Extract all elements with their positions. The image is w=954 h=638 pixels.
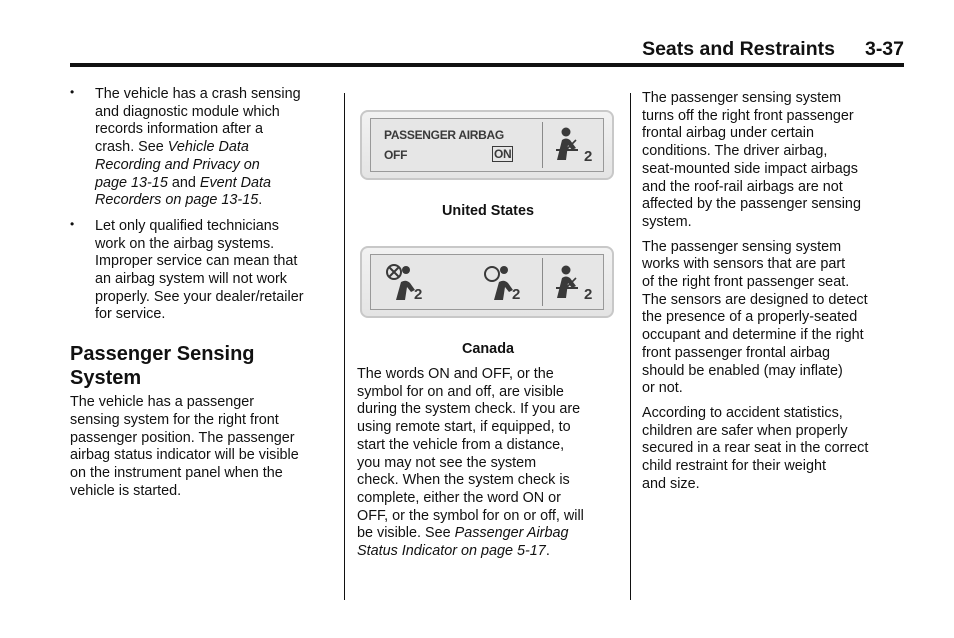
column-right	[642, 90, 904, 493]
text-line	[95, 192, 334, 210]
text-fragment: be visible. See	[357, 525, 455, 542]
text-line: and diagnostic module which	[95, 103, 280, 120]
text-fragment: and	[167, 174, 200, 191]
panel-label-on: ON	[494, 147, 512, 161]
text-line: vehicle is started.	[70, 482, 182, 499]
panel-sub-2: 2	[584, 148, 593, 165]
text-line	[357, 543, 619, 561]
paragraph-sensors	[642, 239, 904, 398]
text-line: for service.	[95, 306, 166, 323]
text-line: The vehicle has a passenger	[70, 394, 254, 411]
text-line: passenger position. The passenger	[70, 429, 295, 446]
text-line: an airbag system will not work	[95, 271, 287, 288]
paragraph-passenger-sensing	[70, 394, 334, 500]
header-text	[642, 38, 904, 61]
caption-canada: Canada	[462, 341, 514, 357]
text-line: Improper service can mean that	[95, 253, 298, 270]
text-fragment: crash. See	[95, 139, 168, 156]
text-line	[95, 157, 334, 175]
text-line: secured in a rear seat in the correct	[642, 440, 869, 457]
panel-divider	[542, 258, 543, 306]
bullet-dot: •	[70, 216, 75, 231]
text-line	[95, 175, 334, 193]
page-number: 3-37	[864, 38, 904, 60]
seat-belt-airbag-icon	[552, 264, 588, 300]
text-fragment: .	[545, 543, 550, 560]
section-heading	[70, 342, 334, 390]
text-line: seat-mounted side impact airbags	[642, 160, 858, 177]
text-line: properly. See your dealer/retailer	[95, 288, 304, 305]
text-line: you may not see the system	[357, 454, 537, 471]
cross-reference: Event Data	[199, 174, 272, 191]
text-line: should be enabled (may inflate)	[642, 362, 843, 379]
header-rule	[70, 63, 904, 67]
cross-reference: Passenger Airbag	[454, 525, 569, 542]
section-title: Seats and Restraints	[642, 38, 835, 60]
text-line: OFF, or the symbol for on or off, will	[357, 507, 584, 524]
text-line: records information after a	[95, 121, 263, 138]
paragraph-sensing-turns-off	[642, 90, 904, 232]
text-line: and the roof-rail airbags are not	[642, 178, 843, 195]
text-line: front passenger frontal airbag	[642, 344, 830, 361]
text-line: check. When the system check is	[357, 472, 570, 489]
text-line: complete, either the word ON or	[357, 489, 561, 506]
text-line: The passenger sensing system	[642, 238, 842, 255]
indicator-panel-us	[360, 110, 614, 180]
text-line: children are safer when properly	[642, 422, 848, 439]
text-line: sensing system for the right front	[70, 411, 279, 428]
heading-line: System	[70, 367, 142, 390]
panel-sub-2: 2	[512, 286, 521, 303]
text-line: start the vehicle from a distance,	[357, 436, 565, 453]
panel-label-passenger-airbag: PASSENGER AIRBAG	[384, 128, 504, 142]
text-line: The passenger sensing system	[642, 90, 842, 106]
panel-sub-2: 2	[584, 286, 593, 303]
text-line: Let only qualified technicians	[95, 217, 280, 234]
text-fragment: .	[258, 192, 263, 209]
text-line: during the system check. If you are	[357, 401, 581, 418]
text-line: the presence of a properly-seated	[642, 309, 858, 326]
text-line: According to accident statistics,	[642, 404, 843, 421]
page-header	[70, 38, 904, 62]
bullet-item-qualified-technicians	[70, 218, 334, 324]
caption-united-states: United States	[442, 203, 534, 219]
cross-reference: Status Indicator on page 5-17	[357, 543, 546, 560]
text-line: symbol for on and off, are visible	[357, 383, 564, 400]
paragraph-accident-statistics	[642, 405, 904, 494]
text-line: The words ON and OFF, or the	[357, 366, 554, 382]
text-line: turns off the right front passenger	[642, 107, 854, 124]
text-line: or not.	[642, 380, 683, 397]
text-line: on the instrument panel when the	[70, 464, 283, 481]
panel-divider	[542, 122, 543, 168]
text-line: The vehicle has a crash sensing	[95, 86, 301, 102]
text-line: using remote start, if equipped, to	[357, 419, 571, 436]
text-line	[95, 139, 334, 157]
seat-belt-airbag-icon	[552, 126, 588, 162]
text-line: conditions. The driver airbag,	[642, 143, 828, 160]
bullet-dot: •	[70, 85, 75, 99]
column-divider-2	[630, 93, 631, 600]
text-line: of the right front passenger seat.	[642, 274, 850, 291]
column-divider-1	[344, 93, 345, 600]
indicator-panel-canada	[360, 246, 614, 318]
cross-reference: Recorders on page 13-15	[95, 192, 259, 209]
cross-reference: Vehicle Data	[167, 139, 249, 156]
text-line	[357, 525, 619, 543]
bullet-item-crash-module	[70, 86, 334, 210]
text-line: system.	[642, 213, 692, 230]
text-line: The sensors are designed to detect	[642, 291, 868, 308]
text-line: work on the airbag systems.	[95, 235, 275, 252]
column-left	[70, 86, 334, 500]
heading-line: Passenger Sensing	[70, 343, 255, 366]
text-line: and size.	[642, 475, 700, 492]
cross-reference: page 13-15	[95, 174, 168, 191]
panel-label-off: OFF	[384, 148, 408, 162]
text-line: airbag status indicator will be visible	[70, 447, 299, 464]
text-line: occupant and determine if the right	[642, 327, 864, 344]
text-line: frontal airbag under certain	[642, 125, 814, 142]
cross-reference: Recording and Privacy on	[95, 156, 260, 173]
text-line: works with sensors that are part	[642, 256, 846, 273]
paragraph-system-check	[357, 366, 619, 561]
text-line: child restraint for their weight	[642, 458, 826, 475]
panel-sub-2: 2	[414, 286, 423, 303]
text-line: affected by the passenger sensing	[642, 196, 861, 213]
